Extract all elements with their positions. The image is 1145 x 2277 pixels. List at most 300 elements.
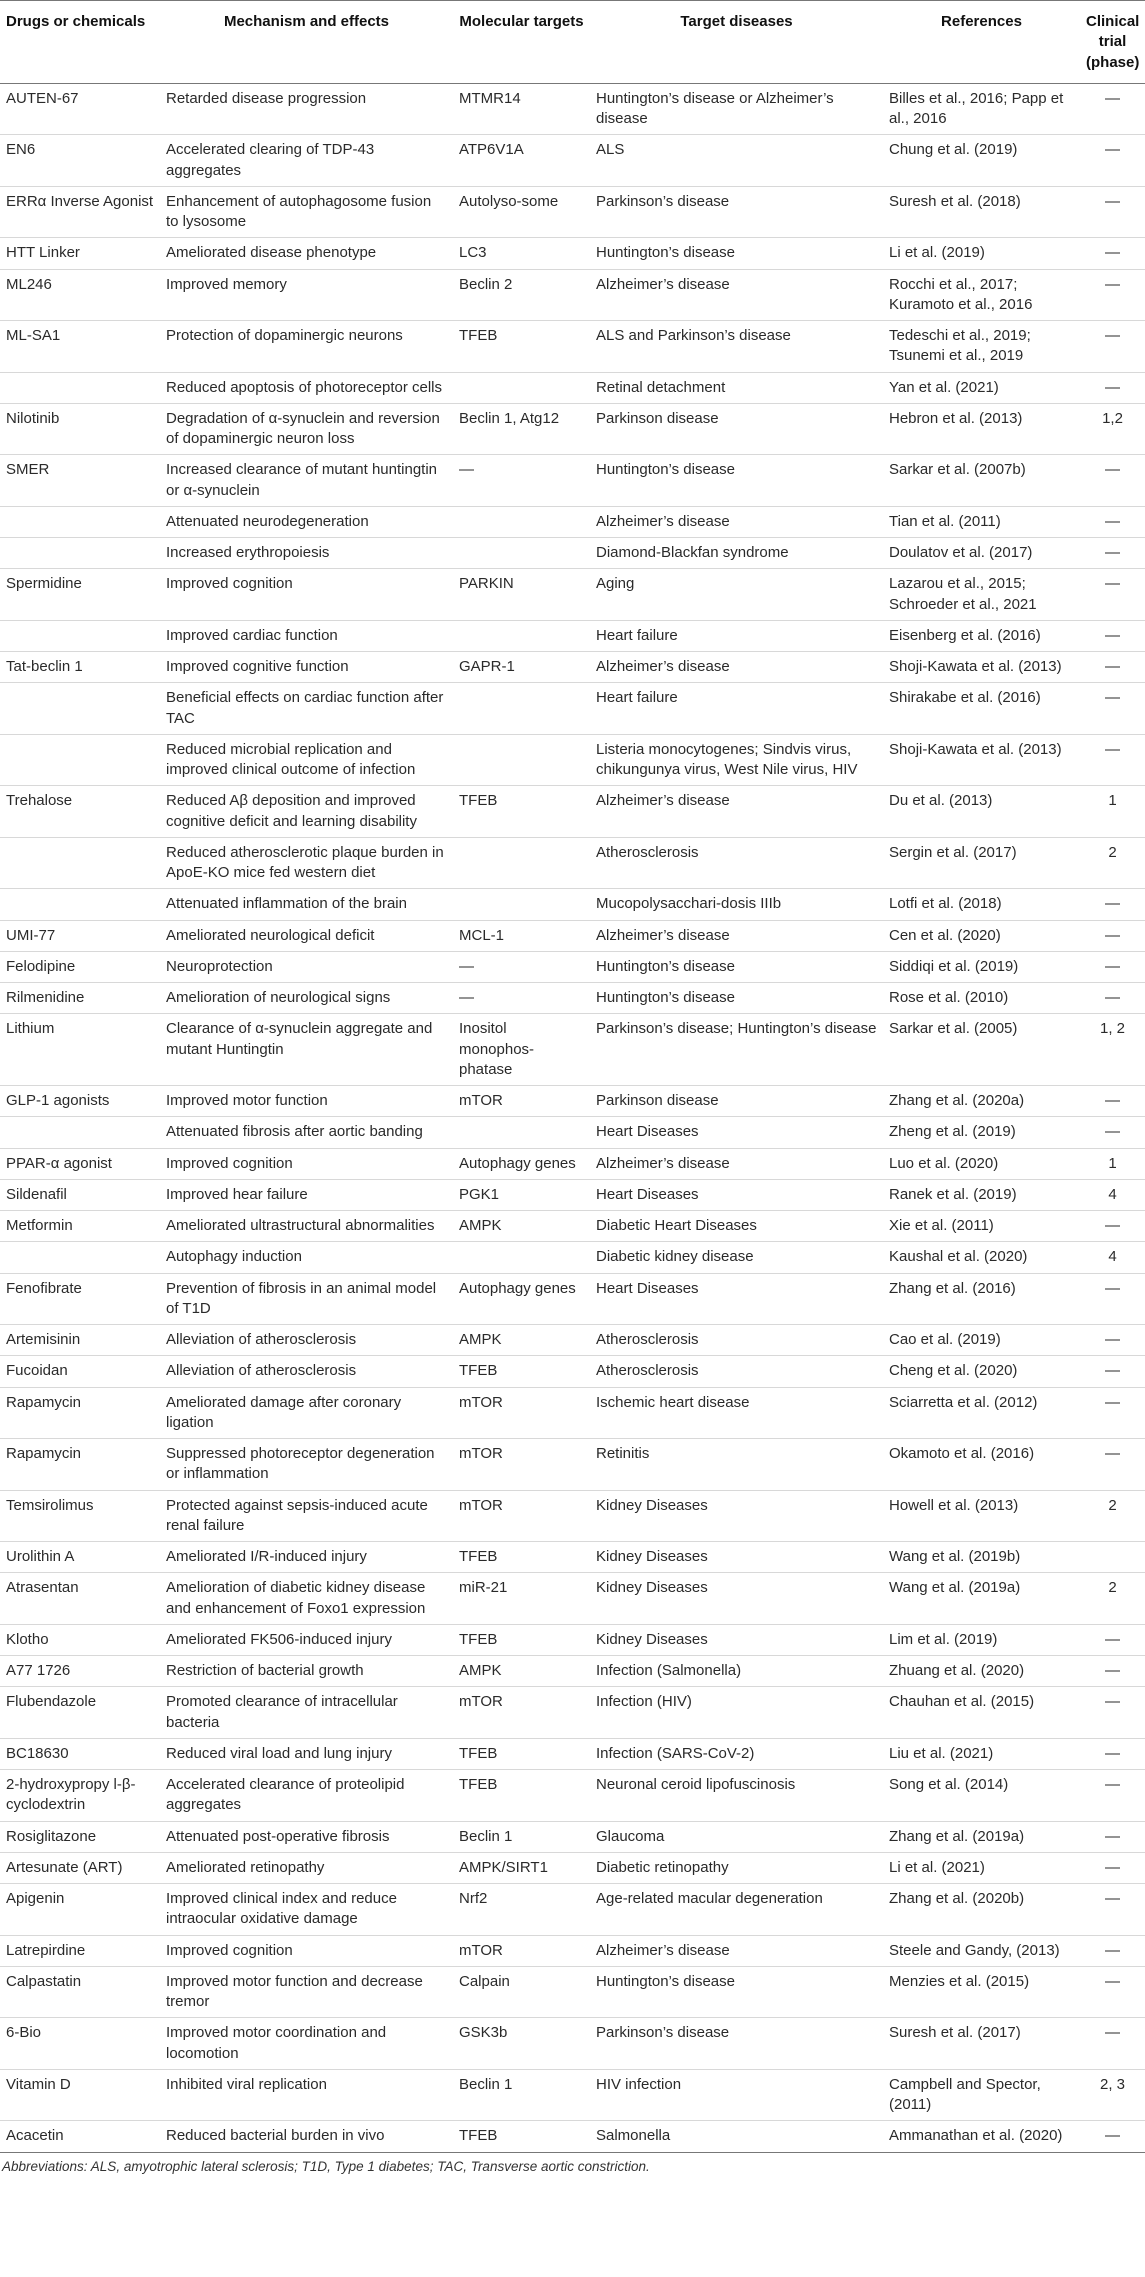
drug-cell: Latrepirdine (0, 1935, 160, 1966)
references-cell: Shoji-Kawata et al. (2013) (883, 652, 1080, 683)
references-cell: Eisenberg et al. (2016) (883, 620, 1080, 651)
diseases-cell: Retinal detachment (590, 372, 883, 403)
drug-cell: BC18630 (0, 1738, 160, 1769)
diseases-cell: Ischemic heart disease (590, 1387, 883, 1439)
trial-cell: 2 (1080, 1573, 1145, 1625)
diseases-cell: Kidney Diseases (590, 1573, 883, 1625)
references-cell: Ranek et al. (2019) (883, 1179, 1080, 1210)
targets-cell: TFEB (453, 321, 590, 373)
table-row (0, 1117, 1145, 1148)
trial-cell: 2, 3 (1080, 2069, 1145, 2121)
diseases-cell: Diamond-Blackfan syndrome (590, 538, 883, 569)
table-row (0, 1573, 1145, 1625)
trial-cell: — (1080, 321, 1145, 373)
drug-cell (0, 620, 160, 651)
table-row (0, 1148, 1145, 1179)
drug-cell: Artemisinin (0, 1325, 160, 1356)
trial-cell: 1,2 (1080, 403, 1145, 455)
diseases-cell: Aging (590, 569, 883, 621)
targets-cell: MCL-1 (453, 920, 590, 951)
trial-cell: — (1080, 372, 1145, 403)
trial-cell: — (1080, 1738, 1145, 1769)
references-cell: Suresh et al. (2017) (883, 2018, 1080, 2070)
mechanism-cell: Promoted clearance of intracellular bacteria (160, 1687, 453, 1739)
diseases-cell: Alzheimer’s disease (590, 786, 883, 838)
trial-cell: — (1080, 652, 1145, 683)
targets-cell: Beclin 1 (453, 2069, 590, 2121)
table-row (0, 2018, 1145, 2070)
mechanism-cell: Reduced viral load and lung injury (160, 1738, 453, 1769)
trial-cell: — (1080, 734, 1145, 786)
mechanism-cell: Attenuated post-operative fibrosis (160, 1821, 453, 1852)
diseases-cell: Parkinson disease (590, 403, 883, 455)
drug-cell: Artesunate (ART) (0, 1852, 160, 1883)
targets-cell: Beclin 1, Atg12 (453, 403, 590, 455)
drug-cell: Felodipine (0, 951, 160, 982)
table-row (0, 620, 1145, 651)
references-cell: Suresh et al. (2018) (883, 186, 1080, 238)
mechanism-cell: Attenuated fibrosis after aortic banding (160, 1117, 453, 1148)
references-cell: Zhang et al. (2020b) (883, 1884, 1080, 1936)
drug-cell: A77 1726 (0, 1656, 160, 1687)
table-row (0, 455, 1145, 507)
trial-cell: — (1080, 1770, 1145, 1822)
diseases-cell: Kidney Diseases (590, 1624, 883, 1655)
diseases-cell: Huntington’s disease (590, 455, 883, 507)
table-row (0, 1624, 1145, 1655)
table-row (0, 1086, 1145, 1117)
trial-cell: — (1080, 1086, 1145, 1117)
targets-cell: TFEB (453, 1542, 590, 1573)
drug-cell: Klotho (0, 1624, 160, 1655)
targets-cell: PARKIN (453, 569, 590, 621)
references-cell: Rose et al. (2010) (883, 983, 1080, 1014)
drug-cell: Rapamycin (0, 1387, 160, 1439)
references-cell: Rocchi et al., 2017; Kuramoto et al., 2016 (883, 269, 1080, 321)
trial-cell: 2 (1080, 1490, 1145, 1542)
references-cell: Shoji-Kawata et al. (2013) (883, 734, 1080, 786)
trial-cell: — (1080, 1852, 1145, 1883)
diseases-cell: Alzheimer’s disease (590, 1148, 883, 1179)
trial-cell: — (1080, 569, 1145, 621)
mechanism-cell: Accelerated clearance of proteolipid aggregates (160, 1770, 453, 1822)
drug-cell: Flubendazole (0, 1687, 160, 1739)
table-row (0, 734, 1145, 786)
trial-cell: — (1080, 1325, 1145, 1356)
targets-cell: AMPK (453, 1325, 590, 1356)
references-cell: Li et al. (2019) (883, 238, 1080, 269)
table-row (0, 569, 1145, 621)
header-diseases: Target diseases (590, 1, 883, 84)
table-row (0, 1242, 1145, 1273)
table-row (0, 683, 1145, 735)
table-row (0, 1738, 1145, 1769)
drug-cell: HTT Linker (0, 238, 160, 269)
table-row (0, 837, 1145, 889)
mechanism-cell: Reduced Aβ deposition and improved cognitive deficit and learning disability (160, 786, 453, 838)
mechanism-cell: Protected against sepsis-induced acute renal failure (160, 1490, 453, 1542)
mechanism-cell: Ameliorated neurological deficit (160, 920, 453, 951)
trial-cell: — (1080, 951, 1145, 982)
table-row (0, 1273, 1145, 1325)
trial-cell: — (1080, 920, 1145, 951)
trial-cell: — (1080, 1273, 1145, 1325)
trial-cell: — (1080, 83, 1145, 135)
trial-cell: 1 (1080, 786, 1145, 838)
references-cell: Steele and Gandy, (2013) (883, 1935, 1080, 1966)
references-cell: Chung et al. (2019) (883, 135, 1080, 187)
references-cell: Chauhan et al. (2015) (883, 1687, 1080, 1739)
diseases-cell: Infection (HIV) (590, 1687, 883, 1739)
references-cell: Billes et al., 2016; Papp et al., 2016 (883, 83, 1080, 135)
drug-cell: 6-Bio (0, 2018, 160, 2070)
table-row (0, 1935, 1145, 1966)
targets-cell: AMPK (453, 1211, 590, 1242)
mechanism-cell: Autophagy induction (160, 1242, 453, 1273)
mechanism-cell: Protection of dopaminergic neurons (160, 321, 453, 373)
diseases-cell: Huntington’s disease (590, 1966, 883, 2018)
drug-cell: Urolithin A (0, 1542, 160, 1573)
table-row (0, 372, 1145, 403)
references-cell: Menzies et al. (2015) (883, 1966, 1080, 2018)
mechanism-cell: Attenuated neurodegeneration (160, 506, 453, 537)
header-mechanism: Mechanism and effects (160, 1, 453, 84)
header-references: References (883, 1, 1080, 84)
mechanism-cell: Ameliorated damage after coronary ligation (160, 1387, 453, 1439)
table-row (0, 1884, 1145, 1936)
drug-cell: Acacetin (0, 2121, 160, 2152)
mechanism-cell: Accelerated clearing of TDP-43 aggregates (160, 135, 453, 187)
table-row (0, 83, 1145, 135)
references-cell: Tedeschi et al., 2019; Tsunemi et al., 2019 (883, 321, 1080, 373)
mechanism-cell: Improved motor function and decrease tremor (160, 1966, 453, 2018)
references-cell: Du et al. (2013) (883, 786, 1080, 838)
references-cell: Doulatov et al. (2017) (883, 538, 1080, 569)
references-cell: Cen et al. (2020) (883, 920, 1080, 951)
drug-cell (0, 1242, 160, 1273)
diseases-cell: Atherosclerosis (590, 1356, 883, 1387)
trial-cell: 1 (1080, 1148, 1145, 1179)
references-cell: Cheng et al. (2020) (883, 1356, 1080, 1387)
diseases-cell: Listeria monocytogenes; Sindvis virus, chikungunya virus, West Nile virus, HIV (590, 734, 883, 786)
targets-cell: Inositol monophos-phatase (453, 1014, 590, 1086)
table-row (0, 1356, 1145, 1387)
table-row (0, 1542, 1145, 1573)
trial-cell: 4 (1080, 1242, 1145, 1273)
table-row (0, 1179, 1145, 1210)
diseases-cell: Heart Diseases (590, 1117, 883, 1148)
diseases-cell: Atherosclerosis (590, 1325, 883, 1356)
mechanism-cell: Amelioration of neurological signs (160, 983, 453, 1014)
diseases-cell: Alzheimer’s disease (590, 652, 883, 683)
diseases-cell: Parkinson’s disease (590, 186, 883, 238)
trial-cell: — (1080, 238, 1145, 269)
drug-cell (0, 889, 160, 920)
drug-cell: Rosiglitazone (0, 1821, 160, 1852)
mechanism-cell: Increased erythropoiesis (160, 538, 453, 569)
abbreviations-footnote: Abbreviations: ALS, amyotrophic lateral sclerosis; T1D, Type 1 diabetes; TAC, Transverse aortic constriction. (2, 2158, 650, 2174)
references-cell: Hebron et al. (2013) (883, 403, 1080, 455)
references-cell: Howell et al. (2013) (883, 1490, 1080, 1542)
drug-cell: ERRα Inverse Agonist (0, 186, 160, 238)
targets-cell: AMPK (453, 1656, 590, 1687)
references-cell: Ammanathan et al. (2020) (883, 2121, 1080, 2152)
mechanism-cell: Improved motor function (160, 1086, 453, 1117)
trial-cell: — (1080, 506, 1145, 537)
table-row (0, 135, 1145, 187)
table-row (0, 321, 1145, 373)
mechanism-cell: Improved cognition (160, 569, 453, 621)
trial-cell: — (1080, 983, 1145, 1014)
trial-cell: — (1080, 1439, 1145, 1491)
references-cell: Campbell and Spector, (2011) (883, 2069, 1080, 2121)
targets-cell: TFEB (453, 2121, 590, 2152)
targets-cell: Calpain (453, 1966, 590, 2018)
table-row (0, 1687, 1145, 1739)
table-row (0, 1656, 1145, 1687)
targets-cell: — (453, 951, 590, 982)
diseases-cell: Retinitis (590, 1439, 883, 1491)
diseases-cell: Neuronal ceroid lipofuscinosis (590, 1770, 883, 1822)
drug-cell: Fenofibrate (0, 1273, 160, 1325)
diseases-cell: Kidney Diseases (590, 1490, 883, 1542)
trial-cell: — (1080, 1117, 1145, 1148)
references-cell: Xie et al. (2011) (883, 1211, 1080, 1242)
drug-cell (0, 683, 160, 735)
table-row (0, 1770, 1145, 1822)
table-row (0, 951, 1145, 982)
targets-cell: GAPR-1 (453, 652, 590, 683)
trial-cell: — (1080, 455, 1145, 507)
references-cell: Cao et al. (2019) (883, 1325, 1080, 1356)
table-row (0, 1014, 1145, 1086)
diseases-cell: ALS (590, 135, 883, 187)
drug-cell: Apigenin (0, 1884, 160, 1936)
references-cell: Lotfi et al. (2018) (883, 889, 1080, 920)
trial-cell: — (1080, 889, 1145, 920)
diseases-cell: Mucopolysacchari-dosis IIIb (590, 889, 883, 920)
mechanism-cell: Alleviation of atherosclerosis (160, 1356, 453, 1387)
trial-cell (1080, 1542, 1145, 1573)
references-cell: Zhang et al. (2019a) (883, 1821, 1080, 1852)
table-row (0, 2121, 1145, 2152)
targets-cell (453, 1242, 590, 1273)
mechanism-cell: Prevention of fibrosis in an animal model of T1D (160, 1273, 453, 1325)
mechanism-cell: Alleviation of atherosclerosis (160, 1325, 453, 1356)
drug-cell: ML246 (0, 269, 160, 321)
mechanism-cell: Reduced atherosclerotic plaque burden in ApoE-KO mice fed western diet (160, 837, 453, 889)
drug-cell: 2-hydroxypropy l-β-cyclodextrin (0, 1770, 160, 1822)
diseases-cell: Huntington’s disease (590, 983, 883, 1014)
mechanism-cell: Increased clearance of mutant huntingtin or α-synuclein (160, 455, 453, 507)
references-cell: Zhang et al. (2020a) (883, 1086, 1080, 1117)
table-row (0, 186, 1145, 238)
diseases-cell: Alzheimer’s disease (590, 1935, 883, 1966)
diseases-cell: HIV infection (590, 2069, 883, 2121)
diseases-cell: Diabetic retinopathy (590, 1852, 883, 1883)
references-cell: Lazarou et al., 2015; Schroeder et al., 2021 (883, 569, 1080, 621)
drug-cell: Fucoidan (0, 1356, 160, 1387)
drug-cell: Trehalose (0, 786, 160, 838)
mechanism-cell: Restriction of bacterial growth (160, 1656, 453, 1687)
references-cell: Wang et al. (2019a) (883, 1573, 1080, 1625)
table-row (0, 1966, 1145, 2018)
diseases-cell: Heart failure (590, 683, 883, 735)
references-cell: Sciarretta et al. (2012) (883, 1387, 1080, 1439)
table-row (0, 1387, 1145, 1439)
drug-cell (0, 372, 160, 403)
mechanism-cell: Ameliorated I/R-induced injury (160, 1542, 453, 1573)
targets-cell: Nrf2 (453, 1884, 590, 1936)
drug-cell: Vitamin D (0, 2069, 160, 2121)
table-row (0, 269, 1145, 321)
references-cell: Zhang et al. (2016) (883, 1273, 1080, 1325)
header-trial: Clinical trial (phase) (1080, 1, 1145, 84)
drug-cell (0, 506, 160, 537)
drug-cell: SMER (0, 455, 160, 507)
targets-cell (453, 734, 590, 786)
trial-cell: — (1080, 186, 1145, 238)
drug-cell: Spermidine (0, 569, 160, 621)
table-row (0, 1852, 1145, 1883)
diseases-cell: Huntington’s disease (590, 951, 883, 982)
drug-cell (0, 734, 160, 786)
diseases-cell: Heart Diseases (590, 1273, 883, 1325)
drug-cell (0, 538, 160, 569)
references-cell: Tian et al. (2011) (883, 506, 1080, 537)
trial-cell: — (1080, 1356, 1145, 1387)
targets-cell (453, 620, 590, 651)
mechanism-cell: Enhancement of autophagosome fusion to lysosome (160, 186, 453, 238)
mechanism-cell: Improved clinical index and reduce intraocular oxidative damage (160, 1884, 453, 1936)
table-row (0, 538, 1145, 569)
drug-cell: Metformin (0, 1211, 160, 1242)
diseases-cell: Huntington’s disease (590, 238, 883, 269)
drug-cell: Tat-beclin 1 (0, 652, 160, 683)
diseases-cell: Infection (Salmonella) (590, 1656, 883, 1687)
drug-cell: PPAR-α agonist (0, 1148, 160, 1179)
drug-cell: ML-SA1 (0, 321, 160, 373)
targets-cell: mTOR (453, 1086, 590, 1117)
mechanism-cell: Ameliorated FK506-induced injury (160, 1624, 453, 1655)
table-row (0, 403, 1145, 455)
references-cell: Okamoto et al. (2016) (883, 1439, 1080, 1491)
references-cell: Shirakabe et al. (2016) (883, 683, 1080, 735)
targets-cell: mTOR (453, 1387, 590, 1439)
targets-cell: Beclin 2 (453, 269, 590, 321)
mechanism-cell: Improved memory (160, 269, 453, 321)
diseases-cell: Glaucoma (590, 1821, 883, 1852)
targets-cell: TFEB (453, 1356, 590, 1387)
targets-cell: PGK1 (453, 1179, 590, 1210)
references-cell: Lim et al. (2019) (883, 1624, 1080, 1655)
drug-cell: Atrasentan (0, 1573, 160, 1625)
targets-cell (453, 506, 590, 537)
references-cell: Sarkar et al. (2007b) (883, 455, 1080, 507)
diseases-cell: Huntington’s disease or Alzheimer’s disease (590, 83, 883, 135)
diseases-cell: Age-related macular degeneration (590, 1884, 883, 1936)
table-header (0, 1, 1145, 84)
mechanism-cell: Clearance of α-synuclein aggregate and mutant Huntingtin (160, 1014, 453, 1086)
mechanism-cell: Reduced bacterial burden in vivo (160, 2121, 453, 2152)
drug-cell: AUTEN-67 (0, 83, 160, 135)
table-row (0, 1325, 1145, 1356)
trial-cell: — (1080, 1387, 1145, 1439)
table-row (0, 889, 1145, 920)
trial-cell: — (1080, 1211, 1145, 1242)
mechanism-cell: Ameliorated disease phenotype (160, 238, 453, 269)
targets-cell: TFEB (453, 1770, 590, 1822)
mechanism-cell: Improved cardiac function (160, 620, 453, 651)
drug-cell: Nilotinib (0, 403, 160, 455)
table-row (0, 1821, 1145, 1852)
table-row (0, 238, 1145, 269)
targets-cell: Autophagy genes (453, 1273, 590, 1325)
header-drug: Drugs or chemicals (0, 1, 160, 84)
references-cell: Song et al. (2014) (883, 1770, 1080, 1822)
targets-cell: TFEB (453, 1624, 590, 1655)
trial-cell: — (1080, 1935, 1145, 1966)
diseases-cell: Parkinson’s disease (590, 2018, 883, 2070)
references-cell: Kaushal et al. (2020) (883, 1242, 1080, 1273)
drug-cell: EN6 (0, 135, 160, 187)
mechanism-cell: Reduced apoptosis of photoreceptor cells (160, 372, 453, 403)
table-row (0, 506, 1145, 537)
mechanism-cell: Degradation of α-synuclein and reversion of dopaminergic neuron loss (160, 403, 453, 455)
targets-cell: mTOR (453, 1687, 590, 1739)
targets-cell: ATP6V1A (453, 135, 590, 187)
trial-cell: — (1080, 1624, 1145, 1655)
mechanism-cell: Neuroprotection (160, 951, 453, 982)
mechanism-cell: Improved cognition (160, 1935, 453, 1966)
references-cell: Luo et al. (2020) (883, 1148, 1080, 1179)
targets-cell: miR-21 (453, 1573, 590, 1625)
drug-cell: Lithium (0, 1014, 160, 1086)
mechanism-cell: Reduced microbial replication and improved clinical outcome of infection (160, 734, 453, 786)
diseases-cell: Alzheimer’s disease (590, 506, 883, 537)
targets-cell: mTOR (453, 1439, 590, 1491)
header-targets: Molecular targets (453, 1, 590, 84)
mechanism-cell: Improved motor coordination and locomotion (160, 2018, 453, 2070)
diseases-cell: Diabetic Heart Diseases (590, 1211, 883, 1242)
mechanism-cell: Retarded disease progression (160, 83, 453, 135)
references-cell: Zhuang et al. (2020) (883, 1656, 1080, 1687)
targets-cell: Autolyso-some (453, 186, 590, 238)
table-row (0, 1439, 1145, 1491)
trial-cell: 2 (1080, 837, 1145, 889)
table-body (0, 83, 1145, 2152)
mechanism-cell: Beneficial effects on cardiac function after TAC (160, 683, 453, 735)
targets-cell: mTOR (453, 1490, 590, 1542)
references-cell: Liu et al. (2021) (883, 1738, 1080, 1769)
targets-cell: — (453, 455, 590, 507)
mechanism-cell: Improved cognition (160, 1148, 453, 1179)
targets-cell: TFEB (453, 1738, 590, 1769)
drug-cell (0, 1117, 160, 1148)
drug-cell: UMI-77 (0, 920, 160, 951)
targets-cell (453, 1117, 590, 1148)
targets-cell: GSK3b (453, 2018, 590, 2070)
trial-cell: 1, 2 (1080, 1014, 1145, 1086)
targets-cell: AMPK/SIRT1 (453, 1852, 590, 1883)
mechanism-cell: Amelioration of diabetic kidney disease and enhancement of Foxo1 expression (160, 1573, 453, 1625)
targets-cell (453, 889, 590, 920)
diseases-cell: Parkinson’s disease; Huntington’s disease (590, 1014, 883, 1086)
mechanism-cell: Attenuated inflammation of the brain (160, 889, 453, 920)
diseases-cell: Alzheimer’s disease (590, 920, 883, 951)
diseases-cell: Alzheimer’s disease (590, 269, 883, 321)
trial-cell: — (1080, 620, 1145, 651)
